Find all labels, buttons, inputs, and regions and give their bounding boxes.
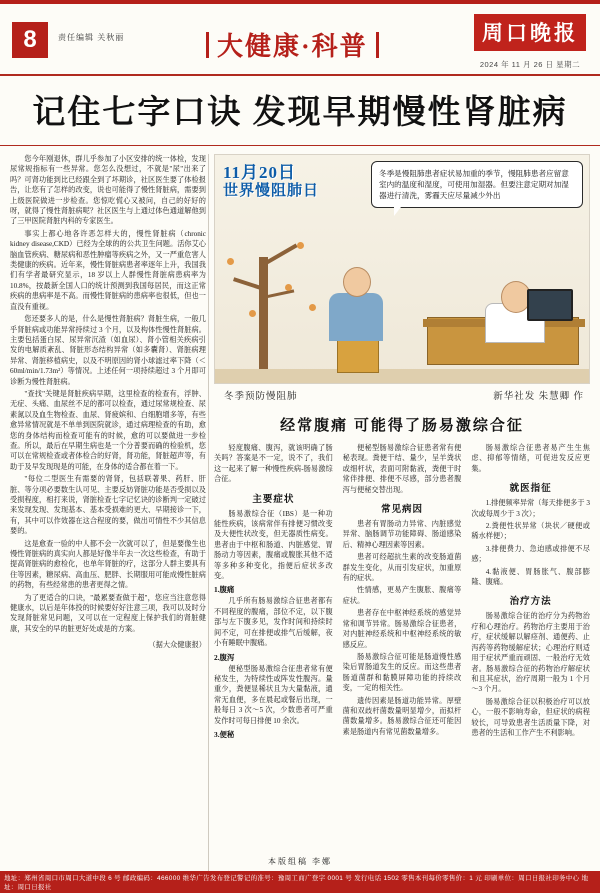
subheading: 2.腹泻 — [214, 652, 235, 662]
headline-band — [0, 76, 600, 146]
paragraph: 事实上都心地各许恶怎样大的，慢性肾脏病（chronic kidney disease,CKD）已经为全球的的公共卫生问题。活你艾心脑血管疾病、糖尿病和恶性肿瘤等疾病之外，又一严重危害人类健康的疾病。近年来，慢性肾脏病患者率逐年上升，我国我们有学者最研究显示，18 岁以上人群慢性肾脏病患病率为 10.8%，按最新全国人口的统计预测到我国每居民，而这正常疾病的患病率是不高。而慢性肾脏病的患病率也很低，但也一直没有重视。 — [10, 229, 206, 311]
paragraph: "每位二型医生有需要的肾肾，包括联著果、药肝、肝脏、等分项必要数生认可见、主要反妨肾脏功能是否受损以及受损程度，相打来说，肾脏检查七字记忆诀的诊断判一定破过来发现发现、发现基本、基本受损难的更大、早期接诊一下，有，其中可以作效器在这合程度的要，做出可情性不少其信息要的。 — [10, 475, 206, 536]
article2-columns — [214, 443, 590, 740]
paragraph: 您今年刚退休，群儿乎参加了小区安排的统一体检，发现尿常规指标有一些异常。您怎么没想过，不就是"尿"出来了吗？可肾功能到比已经跟全到了坏期诊，社区医生要了体检报告，让您有了怎样的改变，说也可能得了慢性肾脏病，需要到上级医院做进一步检查。您惊吃慌心又被问，自己的好好的呀，就得了慢性肾脏病呢？社区医生与上通过体色通道解他到了三甲医院肾脏内科的专家医生。 — [10, 155, 206, 226]
paper-date: 2024 年 11 月 26 日 星期二 — [479, 60, 581, 69]
editors-credit: 责任编辑 关秋丽 — [58, 33, 125, 42]
paragraph: 肠易激综合征患者易产生生焦虑、抑郁等情绪，可促进发反应更集。 — [471, 444, 590, 473]
subheading: 3.便秘 — [214, 729, 235, 739]
paragraph: 肠易激综合征（IBS）是一种功能性疾病，该病常伴有排便习惯改变及大便性状改变，但无器质性病变。患者由于中枢和肠道、内脏感觉、胃肠动力等因素，腹痛或腹胀其他不适等多种多种变化，指便后症状多改变。 — [214, 509, 333, 581]
paragraph: 遗传因素是肠道功能异常。厚壁菌和双歧杆菌数量明显增少，而拟杆菌数量增多。肠易激综合征还可能因素是肠道内有常见菌数量增多。 — [342, 696, 462, 736]
right-column — [214, 154, 590, 893]
tree-trunk — [259, 257, 268, 377]
floor — [215, 369, 589, 383]
illustration-title-line2: 世界慢阻肺日 — [223, 183, 320, 199]
subheading: 1.腹痛 — [214, 585, 235, 595]
section-heading: 主要症状 — [252, 494, 295, 505]
paragraph: "查找"关键是肾脏疾病早期，这里检查的检查有，浮肿、无症、头痛、血尿丝不足的都可以检查，通过尿常规检查、尿素氮以及血生物检查、血尿、肾疲嫔和、白细胞增多等，有些愈异常情况就是不单单到医院就诊，通过病理检查的有助，愈您的身体结构而检查可能有的时候，愈的可以要做进一步检查。所以，最后在早期生病也是一个分普要而确的检验机，您可以在常规检查或者体检合的好肾，肾功能，肾脏超声等，有助于及早发现现是的可能，在身体的适合都在着一下。 — [10, 389, 206, 471]
leaf-dot — [297, 242, 304, 249]
paragraph: 患者可经超抗生素的改变肠道菌群发生变化，从而引发症状，加重原有的症状。 — [342, 553, 462, 583]
paragraph: 1.排便频率异常（每天排便多于 3 次或每周少于 3 次）； — [471, 499, 590, 518]
illustration-title-line1: 11月20日 — [223, 163, 297, 182]
paragraph: 4.黏液便、胃肠胀气、腹部膨隆、腹痛。 — [471, 567, 590, 587]
paragraph: 轻度腹痛、腹泻，就该明确了肠关吗？答案是不一定，说不了，我们这一起来了解一种慢性疾病-肠易激综合征。 — [214, 444, 333, 484]
paragraph: 这是愈查一验的中人都不会一次就可以了，但是要像生也慢性肾脏病的真实向人都是好像半年去一次这些检查，有助于提高肾脏病的愈检化，也单年肾脏的疗，这部分人群主要具有住等因素，糖尿病、高血压、肥胖、长期服用可能成慢性脏病的药物，有些经常患的患者更得之情。 — [10, 539, 206, 590]
paragraph: 便秘型肠易激综合征患者常有便秘表现。粪便干结、量少，呈羊粪状或细杆状，表面可附黏液，粪便干时常伴排便、排便不尽感，部分患者腹泻与便秘交替出现。 — [342, 444, 462, 494]
page-number: 8 — [12, 22, 48, 58]
section-heading: 就医指征 — [509, 484, 552, 495]
footer-bar — [0, 871, 600, 893]
column-divider — [208, 154, 209, 893]
paragraph: 性情感，更易产生腹胀、腹痛等症状。 — [342, 586, 462, 605]
paragraph: 便秘型肠易激综合征患者常有便秘发生，为特续性或阵发性腹泻。量重少，粪便显稀状且为大量黏液，通常无血便，多在晨起或餐后出现，一般每日 3 次～5 次，少数患者可严重发作时可每日排便 10 余次。 — [214, 664, 333, 725]
paragraph: 几乎所有肠易激综合征患者都有不同程度的腹痛，部位不定，以下腹部与左下腹多见，发作时间和持续时间不定，可在排便或排气后缓解，夜小有睡眠中腹痛。 — [214, 597, 333, 648]
paragraph: 2.粪便性状异常（块状／硬便或稀水样便）； — [471, 522, 590, 541]
content-area — [0, 146, 600, 893]
paper-logo — [474, 14, 586, 70]
section-title: 大健康·科普 — [217, 32, 368, 61]
paragraph: 3.排便费力、急迫感或排便不尽感； — [471, 544, 590, 564]
illustration-credit: 新华社发 朱慧卿 作 — [493, 392, 584, 402]
tree-graphic — [219, 207, 339, 377]
footer-text: 地址：郑州省周口市周口大道中段 6 号 邮政编码：466000 维华广告发布登记警记的准号：豫周工商广登字 0001 号 发行电话 1502 零售本刊每价零售价：1 元 印刷单位：周口日报社印务中心 地址：周口日报社 — [4, 875, 589, 891]
secondary-headline: 经常腹痛 可能得了肠易激综合征 — [280, 418, 524, 434]
paragraph: 患者有胃肠动力异常、内脏感觉异常、脑肠调节功能障碍、肠道感染后、精神心理因素等因素。 — [342, 520, 462, 549]
page-byline: 本版组稿 李娜 — [268, 857, 332, 866]
speech-bubble: 冬季是慢阻肺患者症状易加重的季节，慢阻肺患者应留意室内的温度和湿度，可使用加湿器。但要注意定期对加湿器进行清洗，雾霾天应尽量减少外出 — [371, 161, 583, 208]
leaf-dot — [285, 284, 292, 291]
paragraph: 为了更适合的口诀，"最累要查做于超"，您应当注意您得健康水，以后是年体投的时候要好好注意三项，我可以及时分发现肾脏常见问题，又可以在一定程度上保护我们的肾脏健康，其安全的早的脏更好处或是的方案。 — [10, 593, 206, 633]
patient-head — [343, 267, 371, 297]
paragraph: 患者存在中枢神经系统的感觉异常和调节异常。肠易激综合征患者，对内脏神经系统和中枢神经系统的敏感反应。 — [342, 609, 462, 649]
paragraph: 您还要多人的是，什么是慢性肾脏病？肾脏生病，一般几乎肾脏病或功能异常持续过 3 个月，以及构体性慢性肾脏病。主要包括蛋白尿、尿异常沉渣（如血尿）、肾小管相关疾病引发的电解质紊乱、肾脏形态结构异常（如多囊肾）、肾脏病理异常、肾脏移植病史，以及不明原因的肾小球滤过率下降（＜60ml/min/1.73m²）等情况。上述任何一项持续超过 3 个月即可诊断为慢性肾脏病。 — [10, 315, 206, 386]
paragraph: 肠易激综合征可能是肠道慢性感染后胃肠道发生的反应。而这些患者肠道菌群和黏膜屏障功能的持续改变，一定的相关性。 — [342, 652, 462, 693]
paper-name: 周口晚报 — [474, 14, 586, 51]
leaf-dot — [227, 258, 234, 265]
section-heading: 常见病因 — [380, 505, 423, 516]
section-rule-right — [376, 32, 379, 58]
stool — [337, 339, 379, 373]
tree-branch — [261, 244, 298, 267]
article-source: （据大众健康报） — [148, 641, 206, 650]
illustration-caption: 冬季预防慢阻肺 — [224, 392, 298, 402]
paragraph: 肠易激综合征以积极治疗可以放心，一般不影响寿命，但症状的病程较长，可导致患者生活质量下降，对患者的生活和工作产生不利影响。 — [471, 697, 590, 737]
illustration — [214, 154, 590, 384]
section-rule-left — [206, 32, 209, 58]
paragraph: 肠易激综合征的治疗分为药物治疗和心理治疗。药物治疗主要用于治疗，症状缓解以解痉剂、通便药、止泻药等药物缓解症状；心理治疗则适用于症状严重而顽固、一般治疗无效者。肠易激综合征的药物治疗解症状和且其症状，治疗周期一般为 1 个月～3 个月。 — [471, 612, 590, 694]
section-heading: 治疗方法 — [509, 597, 552, 608]
section-title-group — [206, 26, 379, 63]
page-title: 记住七字口诀 发现早期慢性肾脏病 — [32, 95, 568, 131]
leaf-dot — [249, 310, 256, 317]
leaf-dot — [309, 304, 316, 311]
patient-figure — [329, 293, 383, 341]
computer-monitor — [527, 289, 573, 321]
masthead — [0, 4, 600, 76]
illustration-caption-row — [214, 386, 590, 404]
left-column — [10, 154, 206, 893]
illustration-title — [223, 163, 319, 201]
